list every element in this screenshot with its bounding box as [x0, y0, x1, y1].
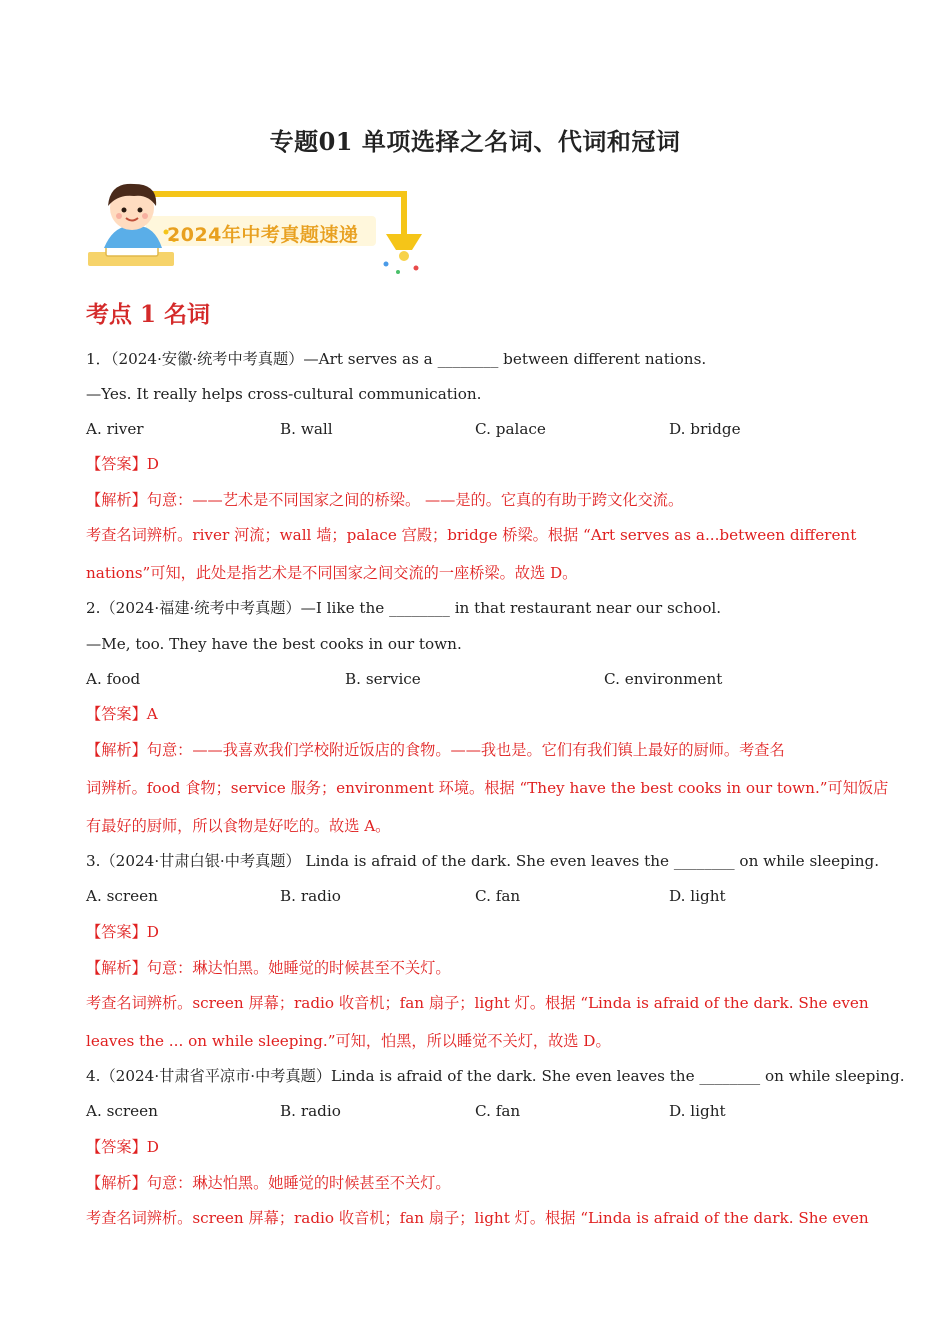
option-a: A. screen — [86, 887, 158, 905]
option-b: B. wall — [280, 420, 333, 438]
analysis-line: 【解析】句意：琳达怕黑。她睡觉的时候甚至不关灯。 — [86, 1174, 451, 1192]
analysis-line: 词辨析。food 食物；service 服务；environment 环境。根据 “They have the best cooks in our town.”可知饭店 — [86, 779, 889, 797]
analysis-line: 有最好的厨师，所以食物是好吃的。故选 A。 — [86, 817, 391, 835]
analysis-line: 【解析】句意：琳达怕黑。她睡觉的时候甚至不关灯。 — [86, 959, 451, 977]
option-b: B. radio — [280, 1102, 341, 1120]
answer: 【答案】D — [86, 923, 159, 941]
answer: 【答案】D — [86, 1138, 159, 1156]
analysis-line: 考查名词辨析。screen 屏幕；radio 收音机；fan 扇子；light 灯。根据 “Linda is afraid of the dark. She even — [86, 1209, 869, 1227]
banner-text: 2024年中考真题速递 — [167, 224, 359, 246]
option-b: B. service — [345, 670, 421, 688]
option-c: C. fan — [475, 1102, 521, 1120]
section-heading: 考点 1 名词 — [86, 301, 211, 328]
answer: 【答案】D — [86, 455, 159, 473]
option-d: D. light — [669, 887, 726, 905]
question-stem: 4.（2024·甘肃省平凉市·中考真题）Linda is afraid of the dark. She even leaves the ________ on while sleeping. — [86, 1067, 905, 1085]
analysis-line: 考查名词辨析。screen 屏幕；radio 收音机；fan 扇子；light 灯。根据 “Linda is afraid of the dark. She even — [86, 994, 869, 1012]
option-a: A. screen — [86, 1102, 158, 1120]
question-stem: 3.（2024·甘肃白银·中考真题） Linda is afraid of the dark. She even leaves the ________ on while sleeping. — [86, 852, 880, 870]
option-d: D. bridge — [669, 420, 741, 438]
option-a: A. food — [86, 670, 141, 688]
option-a: A. river — [86, 420, 144, 438]
analysis-line: leaves the ... on while sleeping.”可知，怕黑，所以睡觉不关灯，故选 D。 — [86, 1032, 611, 1050]
option-b: B. radio — [280, 887, 341, 905]
option-d: D. light — [669, 1102, 726, 1120]
analysis-line: 【解析】句意：——我喜欢我们学校附近饭店的食物。——我也是。它们有我们镇上最好的厨师。考查名 — [86, 741, 785, 759]
analysis-line: 考查名词辨析。river 河流；wall 墙；palace 宫殿；bridge 桥梁。根据 “Art serves as a...between different — [86, 526, 857, 544]
option-c: C. palace — [475, 420, 546, 438]
question-stem: 1．（2024·安徽·统考中考真题）—Art serves as a ________ between different nations. — [86, 350, 707, 368]
analysis-line: nations”可知，此处是指艺术是不同国家之间交流的一座桥梁。故选 D。 — [86, 564, 578, 582]
option-c: C. fan — [475, 887, 521, 905]
question-stem: 2.（2024·福建·统考中考真题）—I like the ________ in that restaurant near our school. — [86, 599, 722, 617]
question-stem-line2: —Me, too. They have the best cooks in our town. — [86, 635, 462, 653]
question-stem-line2: —Yes. It really helps cross-cultural communication. — [86, 385, 482, 403]
page-title: 专题01 单项选择之名词、代词和冠词 — [269, 127, 681, 156]
analysis-line: 【解析】句意：——艺术是不同国家之间的桥梁。 ——是的。它真的有助于跨文化交流。 — [86, 491, 684, 509]
answer: 【答案】A — [86, 705, 158, 723]
option-c: C. environment — [604, 670, 723, 688]
